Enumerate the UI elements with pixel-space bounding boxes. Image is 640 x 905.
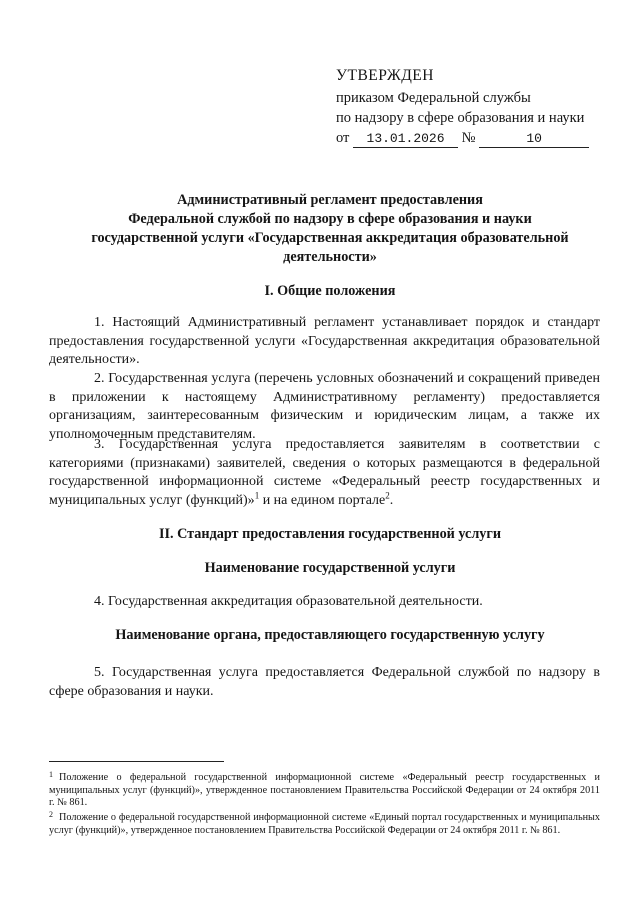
paragraph-3: [49, 436, 600, 510]
paragraph-3-part-a: 3. Государственная услуга предоставляется заявителям в соответствии с категориями (признаками) заявителей, сведения о которых размещаются в федеральной государственной информационной системе «Федеральный реестр государственных и муниципальных услуг (функций)»: [49, 437, 600, 508]
approval-title: УТВЕРЖДЕН: [336, 67, 434, 84]
paragraph-3-part-c: .: [389, 492, 394, 508]
footnote-1: [49, 772, 600, 810]
paragraph-5-text: 5. Государственная услуга предоставляется Федеральной службой по надзору в сфере образования и науки.: [49, 665, 600, 699]
footnote-2-mark: 2: [49, 810, 53, 819]
approval-number: 10: [479, 131, 589, 148]
paragraph-5: [49, 664, 600, 701]
title-line-2: Федеральной службой по надзору в сфере образования и науки: [128, 211, 532, 227]
footnote-2: [49, 812, 600, 837]
footnote-ref-2: 2: [385, 490, 390, 501]
paragraph-1: [49, 314, 600, 370]
subheading-service-name: Наименование государственной услуги: [204, 560, 456, 576]
footnote-1-mark: 1: [49, 770, 53, 779]
paragraph-1-text: 1. Настоящий Административный регламент устанавливает порядок и стандарт предоставления государственной услуги «Государственная аккредитация образовательной деятельности».: [49, 315, 600, 368]
number-prefix: №: [461, 130, 476, 146]
section-2-heading: II. Стандарт предоставления государственной услуги: [158, 526, 502, 542]
approval-date: 13.01.2026: [353, 131, 458, 148]
date-prefix: от: [336, 130, 350, 146]
approval-date-line: [336, 128, 589, 148]
title-line-3: государственной услуги «Государственная аккредитация образовательной: [91, 230, 569, 246]
title-line-1: Административный регламент предоставления: [177, 192, 483, 208]
paragraph-2: [49, 370, 600, 444]
section-1-heading: I. Общие положения: [264, 283, 396, 299]
paragraph-2-text: 2. Государственная услуга (перечень условных обозначений и сокращений приведен в приложении к настоящему Административному регламенту) предоставляется организациям, заинтересованным физическим и юридическим лицам, а также их уполномоченным представителям.: [49, 371, 600, 442]
approval-line-1: приказом Федеральной службы: [336, 90, 531, 106]
paragraph-4-text: 4. Государственная аккредитация образовательной деятельности.: [94, 594, 483, 609]
footnote-2-text: Положение о федеральной государственной информационной системе «Единый портал государственных и муниципальных услуг (функций)», утвержденное постановлением Правительства Российской Федерации от 24 октября 2011 г. № 861.: [49, 812, 600, 836]
paragraph-3-text: [49, 436, 600, 510]
approval-line-2: по надзору в сфере образования и науки: [336, 110, 585, 126]
document-title: [60, 191, 600, 267]
title-line-4: деятельности»: [283, 249, 377, 265]
footnote-1-text: Положение о федеральной государственной информационной системе «Федеральный реестр государственных и муниципальных услуг (функций)», утвержденное постановлением Правительства Российской Федерации от 24 октября 2011 г. № 861.: [49, 772, 600, 809]
footnote-divider: [49, 761, 224, 762]
paragraph-4: [49, 593, 600, 612]
footnote-ref-1: 1: [254, 490, 260, 501]
subheading-authority-name: Наименование органа, предоставляющего государственную услугу: [115, 627, 545, 643]
approval-stamp: [336, 66, 589, 148]
paragraph-3-part-b: и на едином портале: [259, 492, 386, 508]
